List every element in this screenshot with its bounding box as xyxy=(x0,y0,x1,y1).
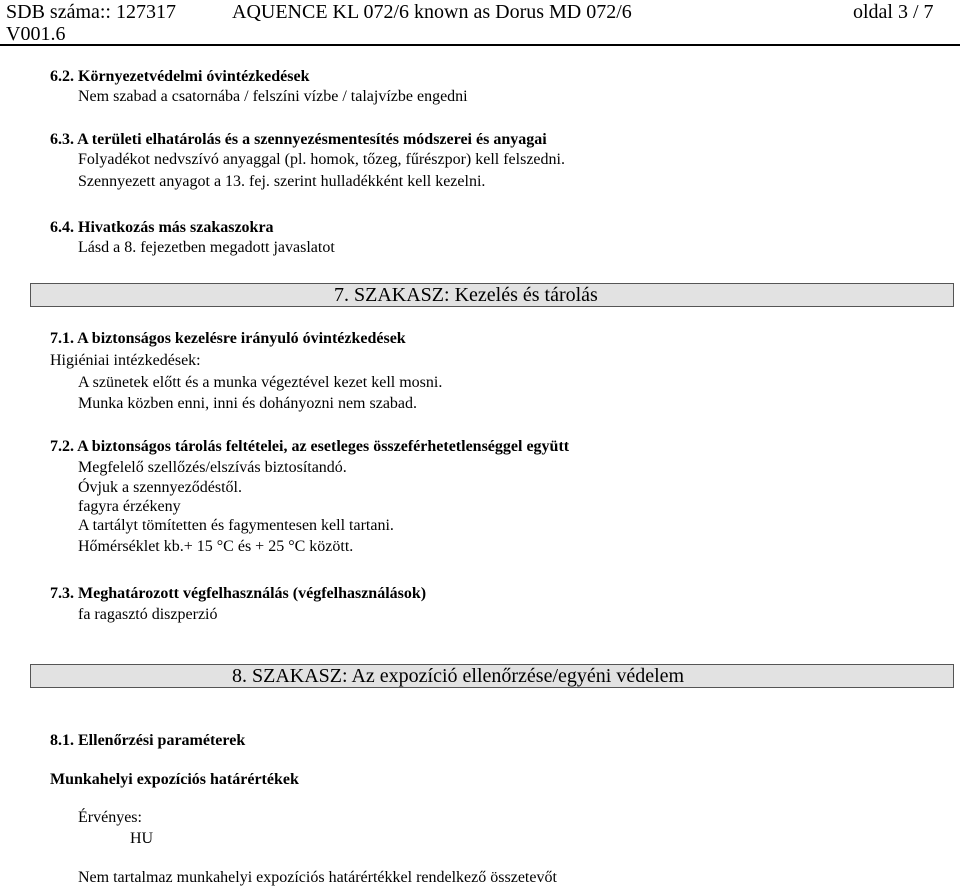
product-name: AQUENCE KL 072/6 known as Dorus MD 072/6 xyxy=(232,1,632,23)
section-7-2-line: Óvjuk a szennyeződéstől. xyxy=(78,479,242,496)
exposure-limits-subtitle: Munkahelyi expozíciós határértékek xyxy=(50,771,299,788)
valid-label: Érvényes: xyxy=(78,809,142,826)
section-7-bar xyxy=(30,283,954,307)
section-8-title: 8. SZAKASZ: Az expozíció ellenőrzése/egyéni védelem xyxy=(232,665,685,687)
section-7-2-title: 7.2. A biztonságos tárolás feltételei, az esetleges összeférhetetlenséggel együtt xyxy=(50,438,570,455)
section-7-1-line: A szünetek előtt és a munka végeztével kezet kell mosni. xyxy=(78,374,443,391)
section-6-3-line: Folyadékot nedvszívó anyaggal (pl. homok, tőzeg, fűrészpor) kell felszedni. xyxy=(78,151,565,168)
section-7-title: 7. SZAKASZ: Kezelés és tárolás xyxy=(334,284,598,306)
valid-value: HU xyxy=(130,830,154,847)
section-7-2-line: Megfelelő szellőzés/elszívás biztosítandó. xyxy=(78,459,347,476)
section-7-3-title: 7.3. Meghatározott végfelhasználás (végfelhasználások) xyxy=(50,585,427,602)
section-7-2-line: Hőmérséklet kb.+ 15 °C és + 25 °C között. xyxy=(78,538,354,555)
section-8-1-title: 8.1. Ellenőrzési paraméterek xyxy=(50,732,246,749)
section-7-3-line: fa ragasztó diszperzió xyxy=(78,606,218,623)
section-7-1-title: 7.1. A biztonságos kezelésre irányuló óvintézkedések xyxy=(50,330,406,347)
section-7-2-line: A tartályt tömítetten és fagymentesen kell tartani. xyxy=(78,517,394,534)
exposure-note: Nem tartalmaz munkahelyi expozíciós határértékkel rendelkező összetevőt xyxy=(78,869,557,886)
page-number: oldal 3 / 7 xyxy=(853,1,934,23)
section-6-3-title: 6.3. A területi elhatárolás és a szennyezésmentesítés módszerei és anyagai xyxy=(50,131,547,148)
section-6-4-title: 6.4. Hivatkozás más szakaszokra xyxy=(50,219,274,236)
hygiene-subhead: Higiéniai intézkedések: xyxy=(50,352,201,369)
section-6-2-title: 6.2. Környezetvédelmi óvintézkedések xyxy=(50,68,310,85)
sdb-number: SDB száma:: 127317 xyxy=(6,1,176,23)
section-7-2-line: fagyra érzékeny xyxy=(78,498,181,515)
section-6-4-line: Lásd a 8. fejezetben megadott javaslatot xyxy=(78,239,335,256)
section-7-1-line: Munka közben enni, inni és dohányozni nem szabad. xyxy=(78,395,418,412)
section-8-bar xyxy=(30,664,954,688)
version: V001.6 xyxy=(6,23,66,45)
section-6-2-line: Nem szabad a csatornába / felszíni vízbe / talajvízbe engedni xyxy=(78,88,468,105)
header-rule xyxy=(0,44,960,46)
section-6-3-line: Szennyezett anyagot a 13. fej. szerint hulladékként kell kezelni. xyxy=(78,173,486,190)
